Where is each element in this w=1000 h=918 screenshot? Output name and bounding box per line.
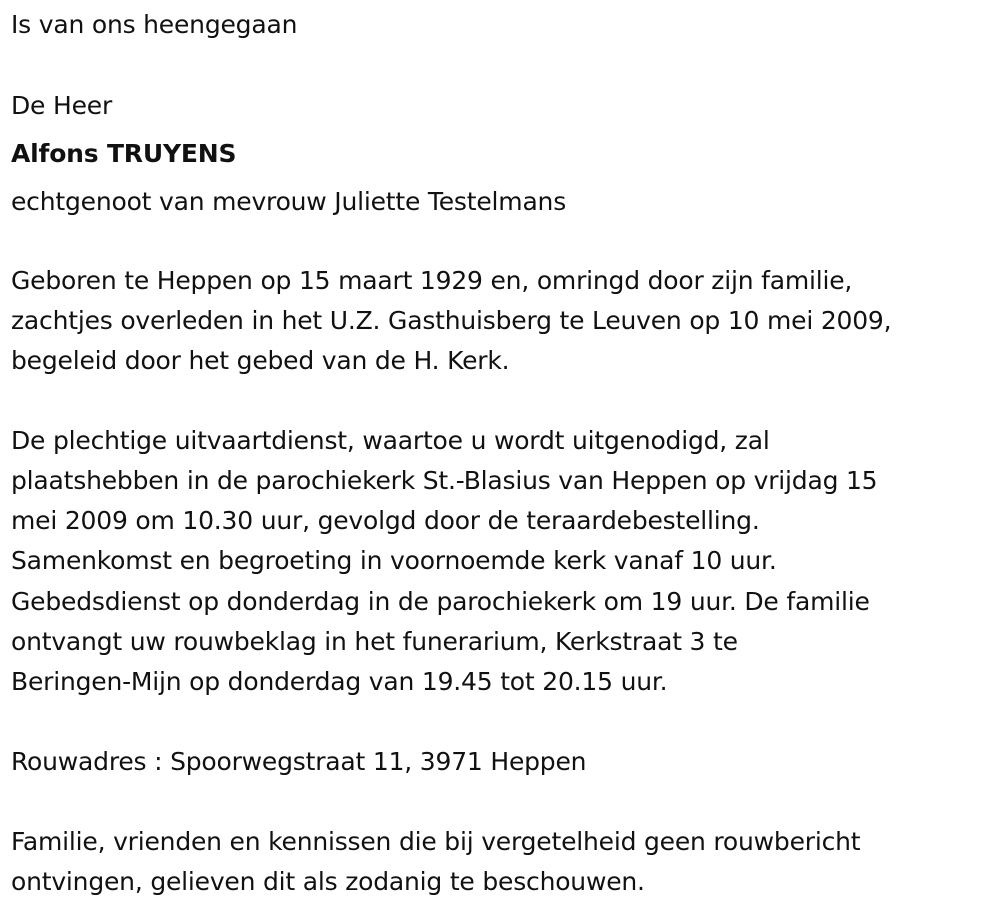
paragraph-line: Geboren te Heppen op 15 maart 1929 en, omringd door zijn familie, [11, 266, 853, 295]
paragraph-line: begeleid door het gebed van de H. Kerk. [11, 346, 510, 375]
deceased-name: Alfons TRUYENS [11, 139, 237, 168]
paragraph-line: mei 2009 om 10.30 uur, gevolgd door de teraardebestelling. [11, 506, 760, 535]
paragraph-line: De plechtige uitvaartdienst, waartoe u wordt uitgenodigd, zal [11, 426, 770, 455]
paragraph-line: Gebedsdienst op donderdag in de parochiekerk om 19 uur. De familie [11, 587, 870, 616]
mourning-address: Rouwadres : Spoorwegstraat 11, 3971 Heppen [11, 747, 587, 776]
intro-text: Is van ons heengegaan [11, 10, 298, 39]
paragraph-line: plaatshebben in de parochiekerk St.-Blasius van Heppen op vrijdag 15 [11, 466, 878, 495]
spouse-text: echtgenoot van mevrouw Juliette Testelmans [11, 187, 567, 216]
paragraph-line: Samenkomst en begroeting in voornoemde kerk vanaf 10 uur. [11, 546, 777, 575]
paragraph-line: Familie, vrienden en kennissen die bij vergetelheid geen rouwbericht [11, 827, 861, 856]
honorific: De Heer [11, 91, 113, 120]
paragraph-line: Beringen-Mijn op donderdag van 19.45 tot 20.15 uur. [11, 667, 668, 696]
paragraph-line: ontvingen, gelieven dit als zodanig te beschouwen. [11, 867, 645, 896]
paragraph-line: ontvangt uw rouwbeklag in het funerarium, Kerkstraat 3 te [11, 627, 738, 656]
paragraph-line: zachtjes overleden in het U.Z. Gasthuisberg te Leuven op 10 mei 2009, [11, 306, 892, 335]
